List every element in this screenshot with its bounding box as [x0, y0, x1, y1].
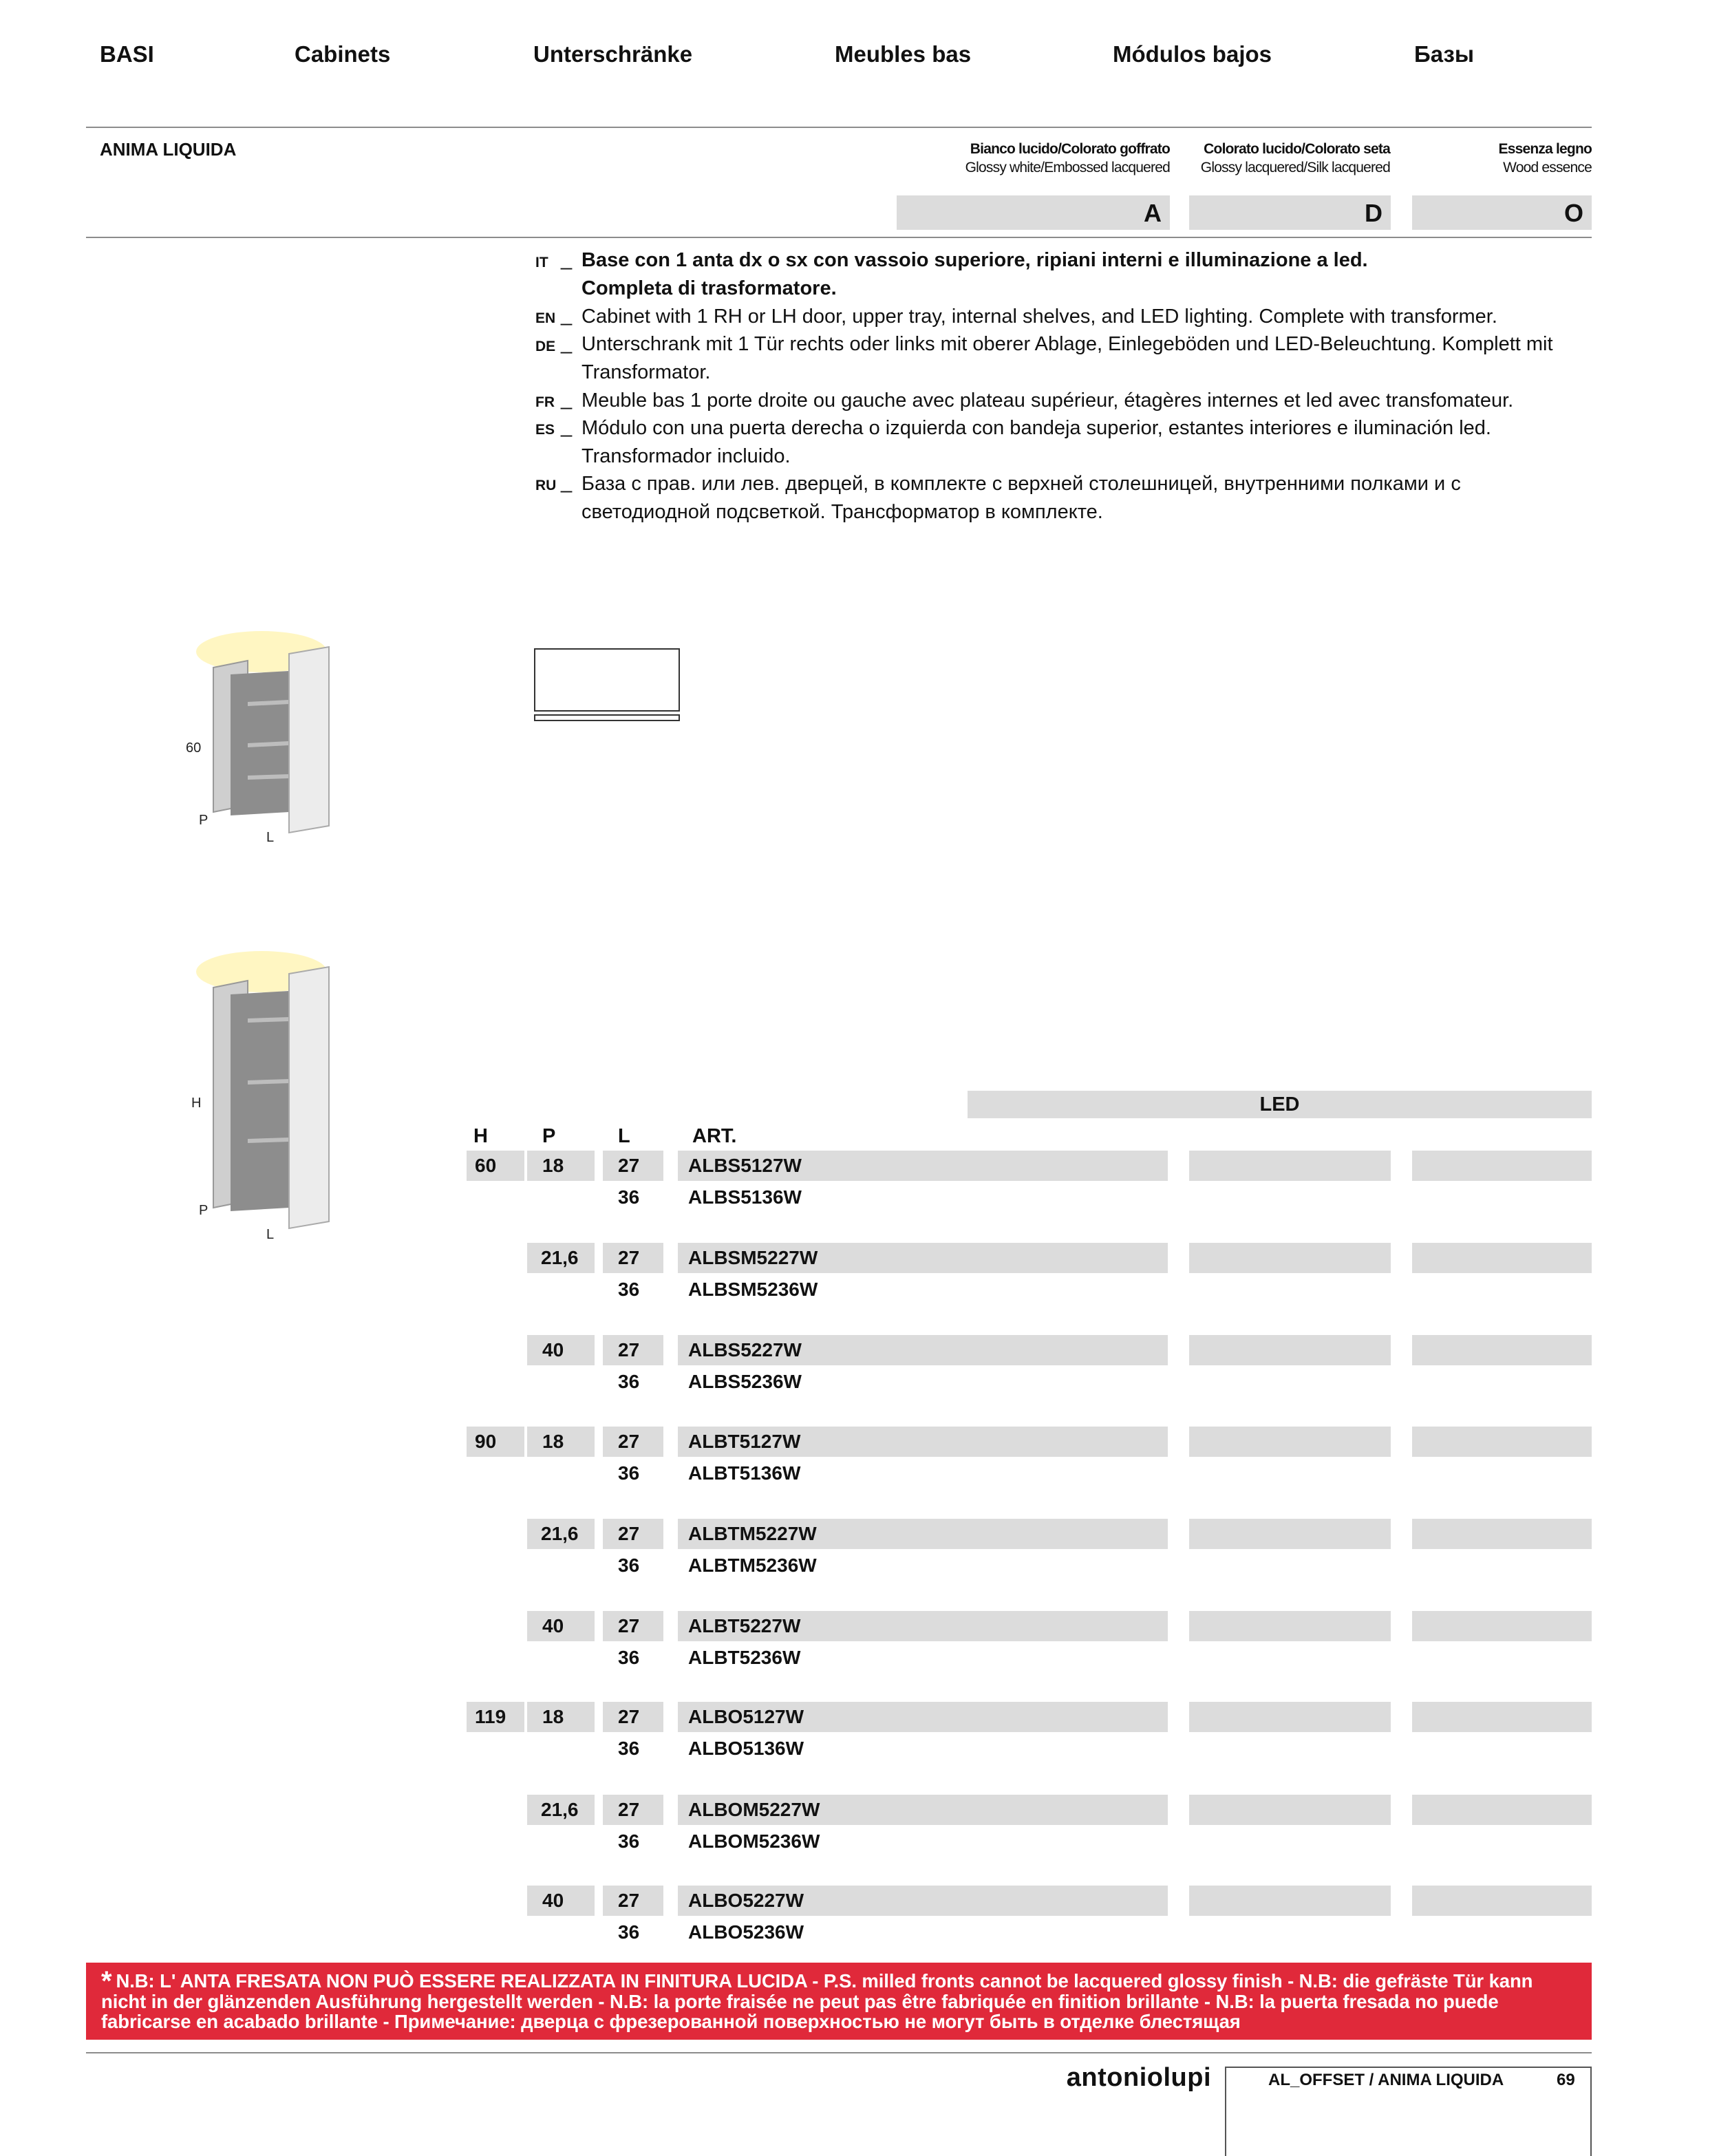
article-code: ALBS5136W — [688, 1186, 802, 1208]
width-value: 36 — [618, 1647, 640, 1668]
article-code: ALBSM5227W — [688, 1247, 818, 1268]
col-header-h: H — [473, 1125, 488, 1147]
article-code: ALBT5127W — [688, 1431, 801, 1452]
width-value: 27 — [618, 1155, 640, 1176]
dash-fr: _ — [561, 388, 573, 410]
finish-a-title: Bianco lucido/Colorato goffrato — [970, 141, 1170, 157]
finish-d-cell — [1189, 1243, 1391, 1273]
finish-o-title: Essenza legno — [1498, 141, 1592, 157]
lang-code-ru: RU — [535, 478, 557, 493]
width-value: 27 — [618, 1890, 640, 1911]
finish-code-d: D — [1189, 195, 1391, 230]
small-width-label: L — [266, 830, 275, 845]
lang-code-en: EN — [535, 310, 556, 326]
cabinet-small-illustration — [186, 623, 344, 843]
col-header-p: P — [542, 1125, 556, 1147]
finish-o-cell — [1412, 1243, 1592, 1273]
finish-o-cell — [1412, 1151, 1592, 1181]
finish-o-cell — [1412, 1611, 1592, 1641]
col-header-art: ART. — [692, 1125, 737, 1147]
depth-value: 18 — [542, 1706, 564, 1727]
tall-depth-label: P — [199, 1203, 209, 1218]
lang-code-de: DE — [535, 339, 556, 354]
finish-o-cell — [1412, 1886, 1592, 1916]
article-code: ALBOM5227W — [688, 1799, 820, 1820]
finish-d-cell — [1189, 1151, 1391, 1181]
finish-d-cell — [1189, 1886, 1391, 1916]
finish-d-cell — [1189, 1795, 1391, 1825]
header-en: Cabinets — [295, 41, 391, 67]
width-value: 27 — [618, 1339, 640, 1360]
width-value: 27 — [618, 1706, 640, 1727]
series-title: ANIMA LIQUIDA — [100, 139, 237, 160]
dash-es: _ — [561, 416, 573, 438]
article-code: ALBS5127W — [688, 1155, 802, 1176]
dash-de: _ — [561, 332, 573, 354]
width-value: 36 — [618, 1186, 640, 1208]
width-value: 27 — [618, 1615, 640, 1636]
article-code: ALBO5136W — [688, 1738, 804, 1759]
footer-section: AL_OFFSET / ANIMA LIQUIDA — [1268, 2071, 1504, 2089]
article-code: ALBO5236W — [688, 1921, 804, 1943]
footer-rule — [86, 2052, 1592, 2053]
description-en: Cabinet with 1 RH or LH door, upper tray, internal shelves, and LED lighting. Complete with transformer. — [581, 306, 1497, 328]
depth-value: 21,6 — [541, 1247, 579, 1268]
dash-ru: _ — [561, 471, 573, 493]
article-code: ALBTM5236W — [688, 1555, 817, 1576]
cabinet-tall-illustration — [186, 943, 344, 1232]
finish-d-cell — [1189, 1519, 1391, 1549]
article-code: ALBOM5236W — [688, 1831, 820, 1852]
height-value: 60 — [475, 1155, 497, 1176]
finish-o-cell — [1412, 1335, 1592, 1365]
width-value: 27 — [618, 1431, 640, 1452]
width-value: 27 — [618, 1799, 640, 1820]
warning-note — [86, 1963, 1592, 2040]
note-star: * — [101, 1966, 112, 1996]
description-de: Unterschrank mit 1 Tür rechts oder links mit oberer Ablage, Einlegeböden und LED-Beleuchtung. Komplett mit Transformator. — [581, 333, 1553, 383]
header-ru: Базы — [1414, 41, 1475, 67]
page-number: 69 — [1557, 2071, 1575, 2089]
description-fr: Meuble bas 1 porte droite ou gauche avec plateau supérieur, étagères internes et led avec transfomateur. — [581, 389, 1514, 412]
dash-it: _ — [561, 248, 573, 270]
depth-value: 40 — [542, 1890, 564, 1911]
lang-code-es: ES — [535, 422, 555, 438]
header-rule — [86, 127, 1592, 128]
small-depth-label: P — [199, 813, 209, 828]
finish-a-subtitle: Glossy white/Embossed lacquered — [965, 160, 1170, 175]
article-code: ALBT5236W — [688, 1647, 801, 1668]
width-value: 27 — [618, 1247, 640, 1268]
width-value: 36 — [618, 1462, 640, 1484]
finish-o-cell — [1412, 1702, 1592, 1732]
width-value: 36 — [618, 1921, 640, 1943]
width-value: 36 — [618, 1279, 640, 1300]
article-code: ALBSM5236W — [688, 1279, 818, 1300]
finish-d-cell — [1189, 1611, 1391, 1641]
lang-code-it: IT — [535, 255, 548, 270]
lang-code-fr: FR — [535, 394, 555, 410]
article-code: ALBO5127W — [688, 1706, 804, 1727]
article-code: ALBT5136W — [688, 1462, 801, 1484]
brand-logo: antoniolupi — [1066, 2063, 1211, 2092]
finish-code-o: O — [1412, 195, 1592, 230]
article-code: ALBT5227W — [688, 1615, 801, 1636]
article-code: ALBO5227W — [688, 1890, 804, 1911]
tall-width-label: L — [266, 1227, 275, 1242]
finish-o-subtitle: Wood essence — [1503, 160, 1592, 175]
description-ru: База с прав. или лев. дверцей, в комплекте с верхней столешницей, внутренними полками и с светодиодной подсветкой. Трансформатор в комплекте. — [581, 473, 1461, 523]
width-value: 36 — [618, 1555, 640, 1576]
description-es: Módulo con una puerta derecha o izquierda con bandeja superior, estantes interiores e iluminación led. Transformador incluido. — [581, 417, 1491, 467]
article-code: ALBS5227W — [688, 1339, 802, 1360]
depth-value: 18 — [542, 1155, 564, 1176]
height-value: 119 — [475, 1706, 506, 1727]
finish-o-cell — [1412, 1795, 1592, 1825]
header-es: Módulos bajos — [1113, 41, 1272, 67]
description-it: Base con 1 anta dx o sx con vassoio superiore, ripiani interni e illuminazione a led. Completa di trasformatore. — [581, 249, 1368, 299]
width-value: 36 — [618, 1738, 640, 1759]
tall-height-label: H — [191, 1096, 202, 1111]
article-code: ALBS5236W — [688, 1371, 802, 1392]
header-it: BASI — [100, 41, 154, 67]
height-value: 90 — [475, 1431, 497, 1452]
finish-o-cell — [1412, 1427, 1592, 1457]
dash-en: _ — [561, 304, 573, 326]
depth-value: 21,6 — [541, 1799, 579, 1820]
finish-code-a: A — [897, 195, 1170, 230]
finish-d-subtitle: Glossy lacquered/Silk lacquered — [1200, 160, 1390, 175]
plan-view-base — [534, 714, 680, 721]
width-value: 36 — [618, 1371, 640, 1392]
note-text: N.B: L' ANTA FRESATA NON PUÒ ESSERE REALIZZATA IN FINITURA LUCIDA - P.S. milled fronts cannot be lacquered glossy finish - N.B: die gefräste Tür kann nicht in der glänzenden Ausführung hergestellt werden - N.B: la porte fraisée ne peut pas être fabriquée en finition brillante - N.B: la puerta fresada no puede fabricarse en acabado brillante - Примечание: дверца с фрезерованной поверхностью не могут быть в отделке блестящая — [101, 1970, 1533, 2032]
finish-d-cell — [1189, 1427, 1391, 1457]
finish-d-title: Colorato lucido/Colorato seta — [1204, 141, 1390, 157]
finish-o-cell — [1412, 1519, 1592, 1549]
col-header-l: L — [618, 1125, 630, 1147]
small-height-label: 60 — [186, 740, 202, 756]
article-code: ALBTM5227W — [688, 1523, 817, 1544]
led-header: LED — [968, 1091, 1592, 1118]
width-value: 36 — [618, 1831, 640, 1852]
finish-d-cell — [1189, 1702, 1391, 1732]
width-value: 27 — [618, 1523, 640, 1544]
depth-value: 40 — [542, 1339, 564, 1360]
depth-value: 40 — [542, 1615, 564, 1636]
depth-value: 21,6 — [541, 1523, 579, 1544]
finish-d-cell — [1189, 1335, 1391, 1365]
header-de: Unterschränke — [533, 41, 693, 67]
header-fr: Meubles bas — [835, 41, 972, 67]
plan-view-icon — [534, 648, 680, 712]
section-rule — [86, 237, 1592, 238]
depth-value: 18 — [542, 1431, 564, 1452]
